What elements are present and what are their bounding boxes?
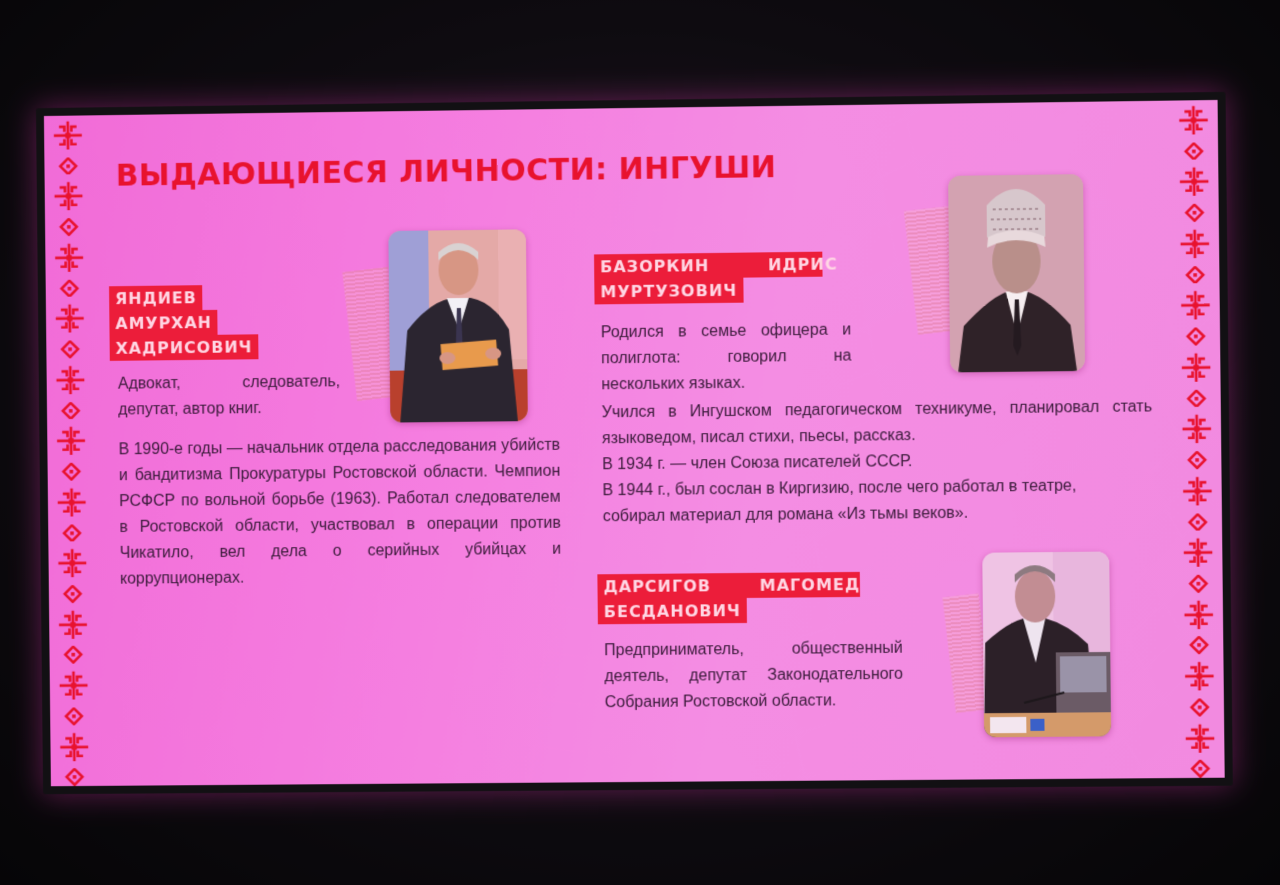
ornament-icon: [1180, 537, 1217, 569]
right-ornament-border: [1171, 100, 1223, 778]
ornament-diamond-icon: [1188, 513, 1208, 531]
ornament-icon: [52, 364, 88, 396]
ornament-diamond-icon: [1184, 204, 1204, 222]
ornament-diamond-icon: [63, 585, 83, 603]
ornament-icon: [1178, 351, 1215, 383]
ornament-diamond-icon: [1188, 575, 1208, 593]
person-1-paragraph-1: Адвокат, следователь, депутат, автор книг.: [117, 373, 341, 419]
person-2-paragraph-1: Родился в семье офицера и полиглота: говорил на нескольких языках.: [600, 321, 852, 394]
person-1-paragraph-2: В 1990-е годы — начальник отдела расследования убийств и бандитизма Прокуратуры Ростовской области. Чемпион РСФСР по вольной борьбе (1963). Работал следователем в Ростовской области, участвовал в операции против Чикатило, вел дела о серийных убийцах и коррупционерах.: [118, 436, 562, 588]
ornament-icon: [1176, 228, 1213, 260]
ornament-icon: [55, 608, 91, 640]
ornament-diamond-icon: [60, 341, 80, 359]
person-2-paragraph-2: Учился в Ингушском педагогическом техникуме, планировал стать языковедом, писал стихи, пьесы, рассказ.: [601, 398, 1153, 448]
ornament-diamond-icon: [65, 768, 85, 786]
ornament-diamond-icon: [1186, 389, 1206, 407]
person-2-paragraph-4: В 1944 г., был сослан в Киргизию, после чего работал в театре, собирал материал для романа «Из тьмы веков».: [602, 477, 1077, 526]
ornament-diamond-icon: [1190, 760, 1210, 778]
ornament-icon: [52, 303, 88, 335]
slide-title: ВЫДАЮЩИЕСЯ ЛИЧНОСТИ: ИНГУШИ: [115, 150, 777, 194]
person-1-photo: [388, 229, 528, 422]
person-2-name-line-1: БАЗОРКИН ИДРИС: [594, 252, 823, 280]
ornament-diamond-icon: [1185, 266, 1205, 284]
person-3-paragraph-1: Предприниматель, общественный деятель, депутат Законодательного Собрания Ростовской области.: [604, 639, 904, 712]
ornament-icon: [1176, 166, 1213, 198]
person-2-paragraph-3: В 1934 г. — член Союза писателей СССР.: [602, 453, 913, 474]
person-2-name-line-2: МУРТУЗОВИЧ: [594, 278, 743, 305]
ornament-diamond-icon: [1187, 451, 1207, 469]
ornament-icon: [54, 547, 90, 579]
ornament-icon: [56, 731, 92, 763]
person-3-name-line-1: ДАРСИГОВ МАГОМЕД: [597, 572, 860, 599]
person-1-name-line-2: АМУРХАН: [109, 310, 218, 336]
ornament-diamond-icon: [61, 463, 81, 481]
presentation-slide: [44, 100, 1225, 786]
ornament-diamond-icon: [1184, 142, 1204, 160]
ornament-diamond-icon: [64, 707, 84, 725]
ornament-icon: [50, 119, 86, 151]
person-3-photo: [982, 552, 1111, 738]
ornament-icon: [1180, 598, 1217, 630]
ornament-icon: [56, 670, 92, 702]
ornament-icon: [51, 181, 87, 213]
ornament-icon: [53, 425, 89, 457]
display-screen: [36, 92, 1233, 794]
ornament-icon: [1177, 289, 1214, 321]
person-1-name-line-1: ЯНДИЕВ: [109, 285, 203, 311]
ornament-icon: [1179, 475, 1216, 507]
ornament-icon: [1175, 104, 1212, 136]
ornament-diamond-icon: [61, 402, 81, 420]
ornament-diamond-icon: [63, 646, 83, 664]
left-ornament-border: [46, 115, 97, 786]
ornament-icon: [1178, 413, 1215, 445]
ornament-diamond-icon: [59, 279, 79, 297]
ornament-icon: [1181, 660, 1218, 692]
ornament-icon: [54, 486, 90, 518]
ornament-diamond-icon: [1186, 328, 1206, 346]
ornament-diamond-icon: [58, 157, 78, 175]
ornament-diamond-icon: [59, 218, 79, 236]
ornament-diamond-icon: [1190, 698, 1210, 716]
ornament-diamond-icon: [62, 524, 82, 542]
person-2-photo: [948, 174, 1085, 372]
person-3-name-line-2: БЕСДАНОВИЧ: [598, 598, 747, 624]
ornament-icon: [51, 242, 87, 274]
ornament-diamond-icon: [1189, 636, 1209, 654]
person-1-name-line-3: ХАДРИСОВИЧ: [110, 334, 259, 361]
ornament-icon: [1182, 722, 1219, 754]
